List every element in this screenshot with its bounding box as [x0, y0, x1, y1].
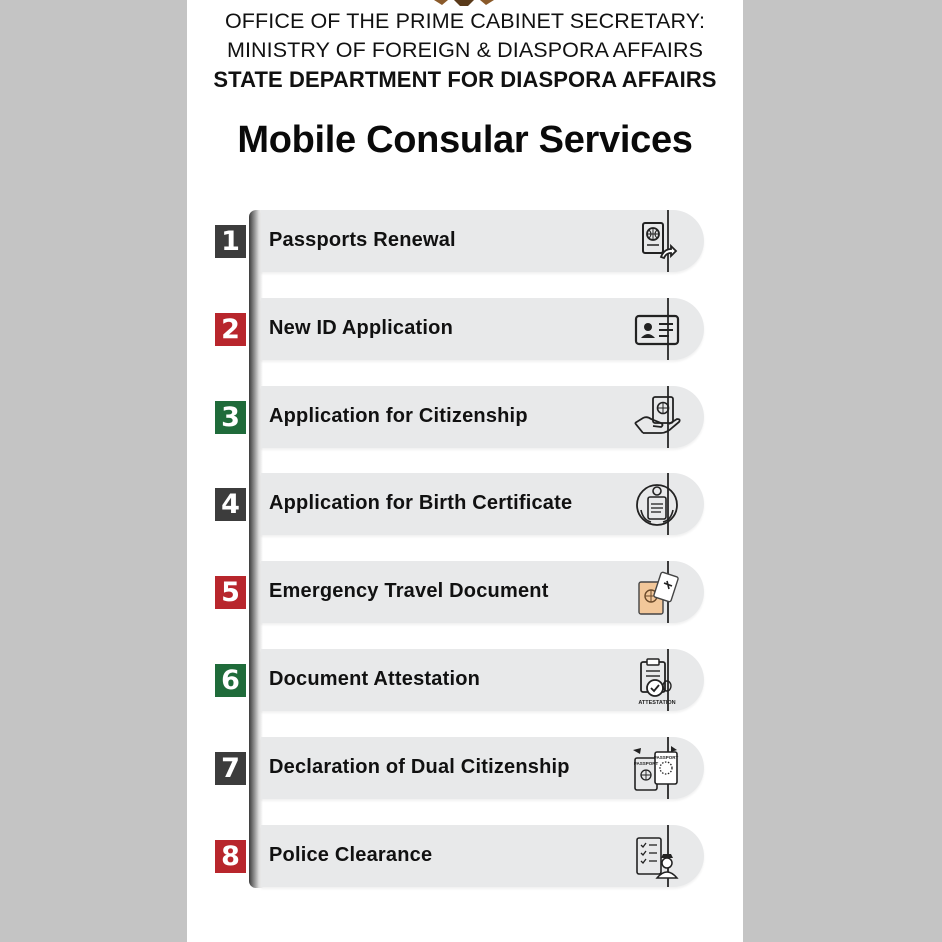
service-label: Passports Renewal: [269, 229, 456, 251]
service-number-badge: 1: [215, 225, 246, 258]
service-item: [210, 561, 710, 625]
service-number-badge: 8: [215, 840, 246, 873]
service-item: [210, 210, 710, 274]
service-label: Emergency Travel Document: [269, 580, 549, 602]
dual-passport-icon: [631, 744, 683, 794]
service-label: Application for Birth Certificate: [269, 492, 573, 514]
header-department-line: STATE DEPARTMENT FOR DIASPORA AFFAIRS: [213, 67, 717, 92]
hand-passport-icon: [631, 393, 683, 443]
passport-renewal-icon: [631, 217, 683, 267]
service-label: Declaration of Dual Citizenship: [269, 756, 570, 778]
police-clearance-icon: [631, 832, 683, 882]
service-item: [210, 473, 710, 537]
service-number-badge: 4: [215, 488, 246, 521]
coat-of-arms-emblem: [424, 0, 504, 6]
page-title: Mobile Consular Services: [237, 119, 693, 161]
service-item: [210, 825, 710, 889]
service-item: [210, 386, 710, 450]
header-ministry-line: MINISTRY OF FOREIGN & DIASPORA AFFAIRS: [226, 38, 704, 62]
service-number-badge: 2: [215, 313, 246, 346]
attestation-icon: [631, 656, 683, 706]
service-number-badge: 3: [215, 401, 246, 434]
service-item: [210, 649, 710, 713]
service-number-badge: 5: [215, 576, 246, 609]
icon-caption: PASSPORT: [633, 761, 659, 766]
service-number-badge: 7: [215, 752, 246, 785]
travel-document-icon: [631, 568, 683, 618]
service-label: Police Clearance: [269, 844, 433, 866]
service-number-badge: 6: [215, 664, 246, 697]
service-label: Document Attestation: [269, 668, 481, 690]
service-label: Application for Citizenship: [269, 405, 528, 427]
service-item: [210, 298, 710, 362]
service-item: [210, 737, 710, 801]
id-card-icon: [631, 305, 683, 355]
service-label: New ID Application: [269, 317, 453, 339]
icon-caption: ATTESTATION: [638, 700, 676, 706]
header-office-line: OFFICE OF THE PRIME CABINET SECRETARY:: [224, 9, 706, 33]
icon-caption: PASSPORT: [653, 755, 679, 760]
birth-certificate-icon: [631, 480, 683, 530]
